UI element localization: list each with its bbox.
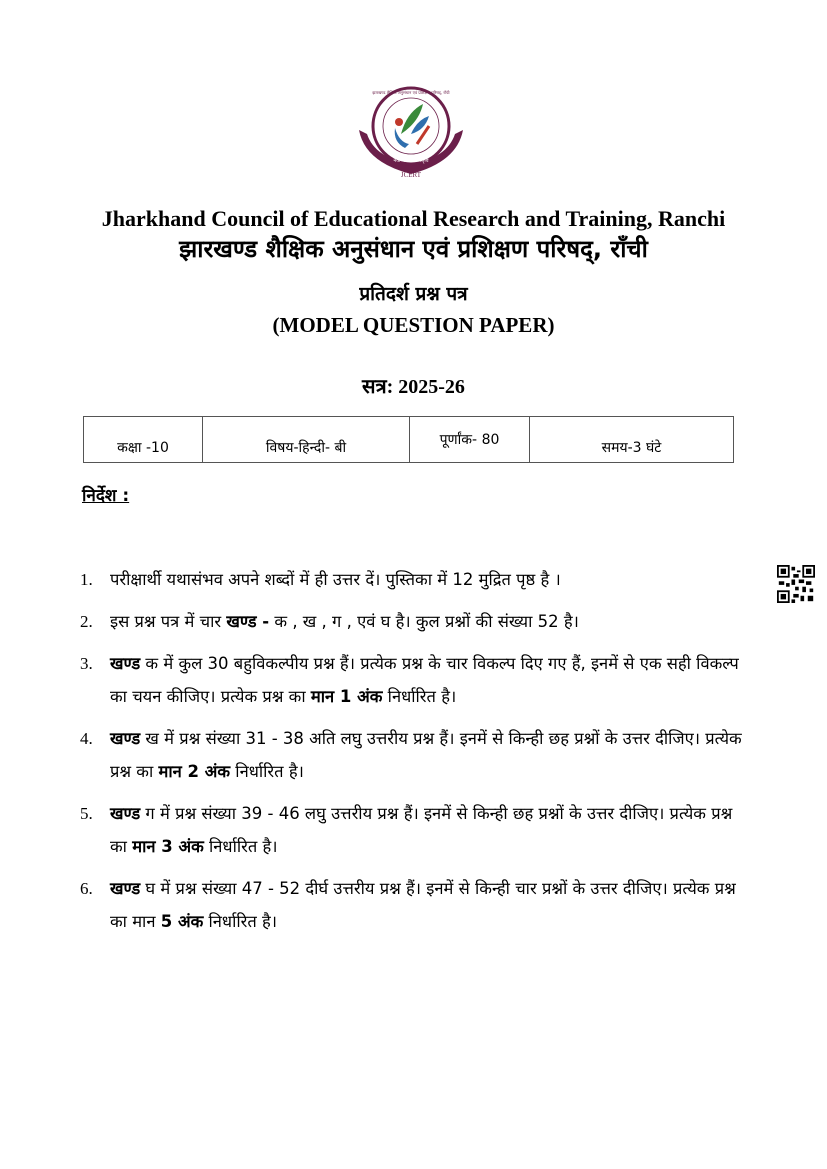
instruction-number: 3. — [80, 654, 93, 673]
instructions-list — [80, 563, 750, 947]
subject-cell: विषय-हिन्दी- बी — [203, 417, 410, 463]
org-name-hindi: झारखण्ड शैक्षिक अनुसंधान एवं प्रशिक्षण परिषद्, राँची — [179, 235, 648, 263]
instruction-item: 4. खण्ड ख में प्रश्न संख्या 31 - 38 अति लघु उत्तरीय प्रश्न हैं। इनमें से किन्ही छह प्रश्नों के उत्तर दीजिए। प्रत्येक प्रश्न का मान 2 अंक निर्धारित है। — [80, 722, 750, 788]
time-cell: समय-3 घंटे — [530, 417, 734, 463]
instruction-item: 6. खण्ड घ में प्रश्न संख्या 47 - 52 दीर्घ उत्तरीय प्रश्न हैं। इनमें से किन्ही चार प्रश्नों के उत्तर दीजिए। प्रत्येक प्रश्न का मान 5 अंक निर्धारित है। — [80, 872, 750, 938]
instruction-number: 4. — [80, 729, 93, 748]
logo-acronym: JCERT — [400, 171, 422, 179]
instruction-number: 6. — [80, 879, 93, 898]
logo-ring-text: झारखण्ड शैक्षिक अनुसंधान एवं प्रशिक्षण परिषद्, राँची — [372, 90, 450, 95]
instruction-item: 3. खण्ड क में कुल 30 बहुविकल्पीय प्रश्न हैं। प्रत्येक प्रश्न के चार विकल्प दिए गए हैं, इनमें से एक सही विकल्प का चयन कीजिए। प्रत्येक प्रश्न का मान 1 अंक निर्धारित है। — [80, 647, 750, 713]
marks-cell: पूर्णांक- 80 — [410, 417, 530, 463]
jcert-logo — [355, 82, 467, 182]
qr-code-icon — [777, 565, 815, 603]
instruction-item: 5. खण्ड ग में प्रश्न संख्या 39 - 46 लघु उत्तरीय प्रश्न हैं। इनमें से किन्ही छह प्रश्नों के उत्तर दीजिए। प्रत्येक प्रश्न का मान 3 अंक निर्धारित है। — [80, 797, 750, 863]
org-name-english: Jharkhand Council of Educational Research and Training, Ranchi — [101, 206, 726, 231]
class-cell: कक्षा -10 — [84, 417, 203, 463]
exam-info-table — [83, 416, 734, 463]
paper-title-hindi: प्रतिदर्श प्रश्न पत्र — [359, 283, 468, 305]
instruction-number: 1. — [80, 570, 93, 589]
instruction-item: 1. परीक्षार्थी यथासंभव अपने शब्दों में ही उत्तर दें। पुस्तिका में 12 मुद्रित पृष्ठ है । — [80, 563, 750, 596]
instruction-number: 2. — [80, 612, 93, 631]
logo-ribbon-text: नवोन्मेष शोध नेतृत्व — [393, 158, 429, 164]
instructions-heading: निर्देश : — [82, 486, 130, 506]
session-label: सत्र: 2025-26 — [362, 376, 465, 398]
instruction-item: 2. इस प्रश्न पत्र में चार खण्ड - क , ख , ग , एवं घ है। कुल प्रश्नों की संख्या 52 है। — [80, 605, 750, 638]
paper-title-english: (MODEL QUESTION PAPER) — [272, 313, 555, 337]
instruction-number: 5. — [80, 804, 93, 823]
